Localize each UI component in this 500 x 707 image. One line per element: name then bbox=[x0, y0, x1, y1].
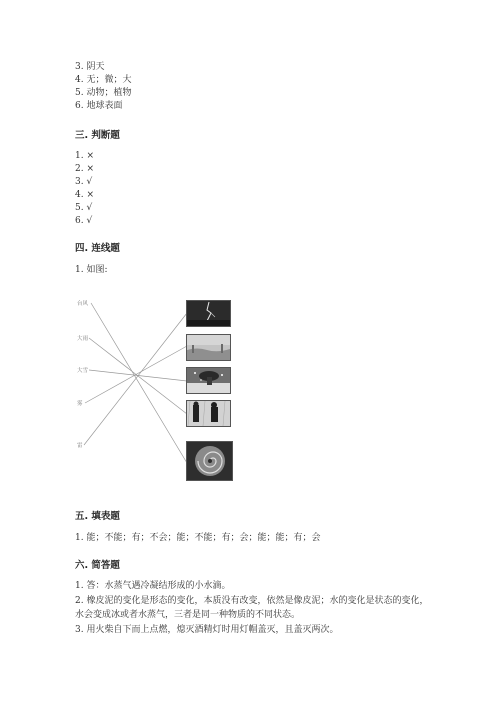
judgment-item: 4. × bbox=[75, 190, 94, 200]
snow-photo bbox=[186, 367, 231, 394]
label-heavy-snow: 大雪 bbox=[77, 368, 89, 374]
section-heading-matching: 四. 连线题 bbox=[75, 243, 120, 254]
fog-icon bbox=[187, 335, 230, 360]
judgment-item: 3. √ bbox=[75, 177, 93, 187]
answer-line: 3. 阴天 bbox=[75, 62, 105, 72]
judgment-item: 5. √ bbox=[75, 203, 93, 213]
snow-icon bbox=[187, 368, 230, 393]
short-answer-item: 1. 答：水蒸气遇冷凝结形成的小水滴。 bbox=[75, 581, 231, 591]
answer-line: 6. 地球表面 bbox=[75, 101, 123, 111]
typhoon-photo bbox=[186, 441, 233, 481]
label-fog: 雾 bbox=[77, 401, 83, 407]
short-answer-item: 3. 用火柴自下而上点燃，熄灭酒精灯时用灯帽盖灭，且盖灭两次。 bbox=[75, 624, 339, 635]
lightning-bolt-icon bbox=[187, 301, 230, 326]
match-line-typhoon bbox=[91, 303, 187, 463]
judgment-item: 2. × bbox=[75, 164, 94, 174]
rain-icon bbox=[187, 401, 230, 426]
answer-line: 5. 动物；植物 bbox=[75, 88, 132, 98]
answer-line: 4. 无；微；大 bbox=[75, 75, 132, 85]
lightning-photo bbox=[186, 300, 231, 327]
match-line-fog bbox=[85, 346, 187, 403]
label-heavy-rain: 大雨 bbox=[77, 336, 89, 342]
label-typhoon: 台风 bbox=[77, 301, 89, 307]
rain-photo bbox=[186, 400, 231, 427]
matching-intro: 1. 如图: bbox=[75, 265, 108, 275]
judgment-item: 1. × bbox=[75, 151, 94, 161]
judgment-item: 6. √ bbox=[75, 216, 93, 226]
short-answer-item: 2. 橡皮泥的变化是形态的变化，本质没有改变，依然是像皮泥；水的变化是状态的变化，水会变成冰或者水蒸气，三者是同一种物质的不同状态。 bbox=[75, 595, 429, 620]
section-heading-table: 五. 填表题 bbox=[75, 511, 120, 522]
table-answer: 1. 能；不能；有；不会；能；不能；有；会；能；能；有；会 bbox=[75, 533, 321, 543]
label-thunder: 雷 bbox=[77, 443, 83, 449]
section-heading-short-answer: 六. 简答题 bbox=[75, 560, 120, 571]
typhoon-icon bbox=[187, 442, 232, 480]
short-answer-list bbox=[75, 579, 435, 637]
section-heading-judgment: 三. 判断题 bbox=[75, 130, 120, 141]
fog-photo bbox=[186, 334, 231, 361]
